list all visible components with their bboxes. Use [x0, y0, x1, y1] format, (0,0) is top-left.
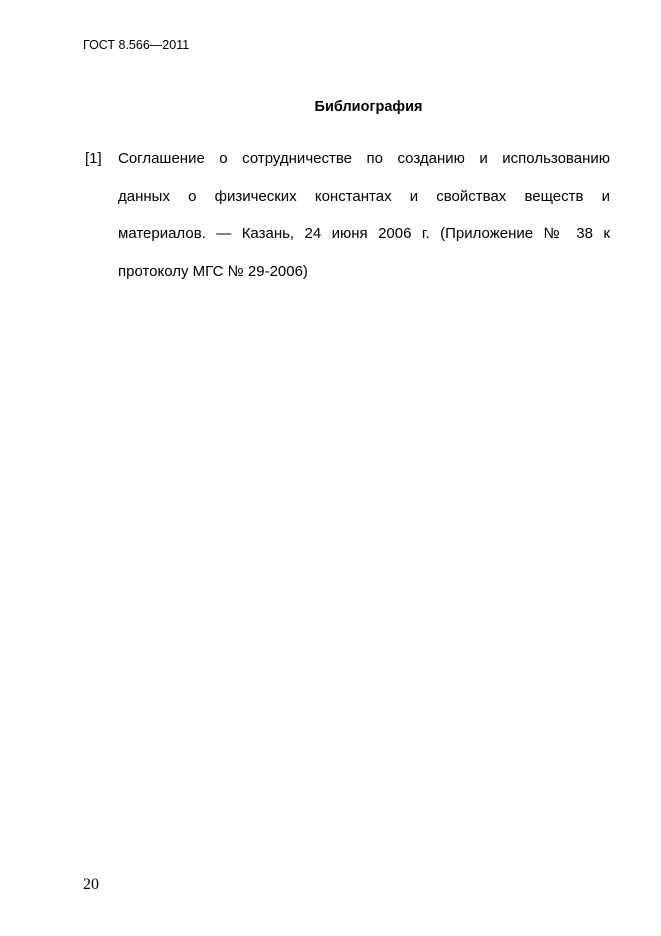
reference-line: материалов. — Казань, 24 июня 2006 г. (Приложение № 38 к [118, 225, 610, 242]
reference-line: данных о физических константах и свойствах веществ и [118, 187, 610, 205]
section-title: Библиография [314, 99, 423, 115]
page-number: 20 [83, 876, 99, 893]
document-header: ГОСТ 8.566—2011 [83, 38, 190, 52]
reference-line: протоколу МГС № 29-2006) [118, 262, 308, 280]
reference-number: [1] [85, 150, 102, 167]
reference-text [118, 150, 610, 300]
reference-line: Соглашение о сотрудничестве по созданию и использованию [118, 150, 610, 167]
